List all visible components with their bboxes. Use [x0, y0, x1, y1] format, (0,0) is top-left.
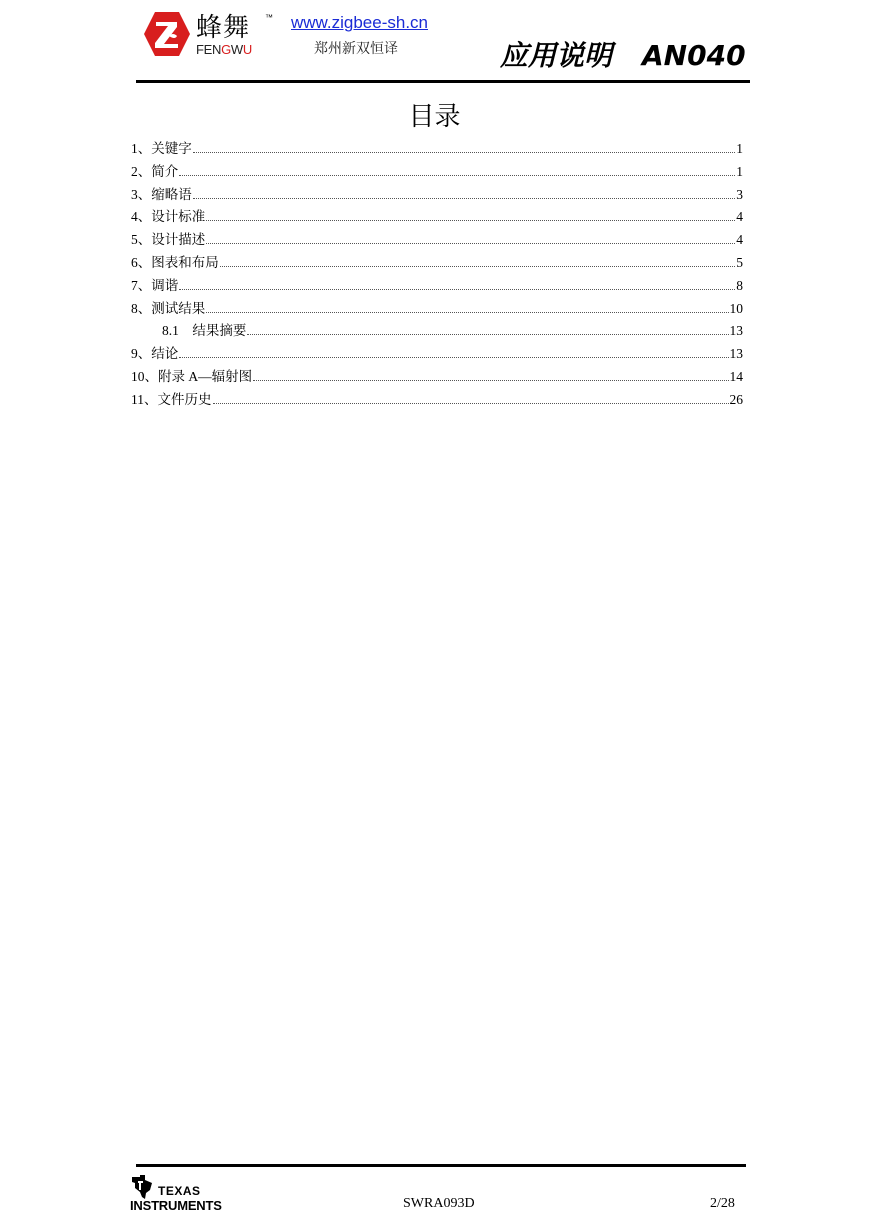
toc-entry-page: 1: [736, 163, 743, 179]
fengwu-logo: [143, 10, 271, 60]
header-divider: [136, 80, 750, 83]
logo-chinese-name: 蜂舞: [196, 13, 251, 43]
toc-entry-page: 14: [729, 368, 743, 384]
website-link[interactable]: www.zigbee-sh.cn: [291, 13, 429, 32]
toc-entry-label: 4、设计标准: [131, 209, 206, 225]
toc-dot-leader: [253, 380, 728, 381]
toc-entry[interactable]: [131, 184, 743, 207]
toc-entry-page: 13: [729, 346, 743, 362]
document-type-heading: [500, 34, 746, 74]
toc-entry[interactable]: [131, 389, 743, 412]
toc-entry-page: 5: [736, 254, 743, 270]
page-header: [0, 0, 869, 84]
toc-entry-page: 13: [729, 323, 743, 339]
ti-state-icon: [130, 1174, 154, 1200]
table-of-contents: [131, 138, 743, 412]
toc-entry-page: 8: [736, 277, 743, 293]
toc-entry-page: 26: [729, 391, 743, 407]
toc-entry[interactable]: [131, 206, 743, 229]
toc-entry-page: 4: [736, 232, 743, 248]
page-number: 2/28: [710, 1196, 735, 1211]
toc-entry[interactable]: [131, 229, 743, 252]
toc-entry[interactable]: [131, 161, 743, 184]
toc-entry[interactable]: [131, 275, 743, 298]
ti-line1: TEXAS: [158, 1184, 201, 1198]
logo-trademark: ™: [265, 13, 273, 22]
toc-dot-leader: [247, 334, 728, 335]
toc-entry-page: 1: [736, 141, 743, 156]
toc-dot-leader: [193, 198, 736, 199]
toc-dot-leader: [206, 220, 735, 221]
toc-entry-label: 6、图表和布局: [131, 254, 219, 270]
toc-entry[interactable]: [131, 252, 743, 275]
toc-entry[interactable]: [131, 138, 743, 161]
toc-dot-leader: [179, 357, 728, 358]
toc-dot-leader: [213, 403, 729, 404]
toc-dot-leader: [179, 289, 735, 290]
toc-entry-label: 2、简介: [131, 163, 179, 179]
toc-entry[interactable]: [131, 366, 743, 389]
ti-line2: INSTRUMENTS: [130, 1198, 222, 1213]
toc-entry[interactable]: [131, 343, 743, 366]
toc-entry-page: 10: [729, 300, 743, 316]
toc-dot-leader: [179, 175, 735, 176]
toc-entry-label: 7、调谐: [131, 277, 179, 293]
toc-dot-leader: [220, 266, 736, 267]
toc-entry[interactable]: [131, 298, 743, 321]
footer-divider: [136, 1164, 746, 1167]
document-id: AN040: [642, 39, 746, 72]
translator-name: 郑州新双恒译: [314, 41, 398, 57]
document-code: SWRA093D: [403, 1196, 475, 1211]
logo-english-name: FENGWU: [196, 42, 252, 57]
toc-entry-label: 8、测试结果: [131, 300, 206, 316]
toc-dot-leader: [193, 152, 736, 153]
document-type: 应用说明: [500, 39, 613, 72]
toc-entry-page: 3: [736, 186, 743, 202]
toc-entry-page: 4: [736, 209, 743, 225]
toc-entry-label: 10、附录 A—辐射图: [131, 368, 253, 384]
toc-entry[interactable]: [131, 320, 743, 343]
toc-dot-leader: [206, 243, 735, 244]
fengwu-logo-icon: [143, 10, 191, 58]
toc-entry-label: 11、文件历史: [131, 391, 212, 407]
toc-title: 目录: [408, 102, 461, 132]
toc-entry-label: 3、缩略语: [131, 186, 192, 202]
toc-entry-label: 1、关键字: [131, 141, 192, 156]
toc-entry-label: 9、结论: [131, 346, 179, 362]
toc-entry-label: 8.1 结果摘要: [162, 323, 247, 339]
texas-instruments-logo: [130, 1174, 240, 1214]
toc-dot-leader: [206, 312, 728, 313]
toc-entry-label: 5、设计描述: [131, 232, 206, 248]
